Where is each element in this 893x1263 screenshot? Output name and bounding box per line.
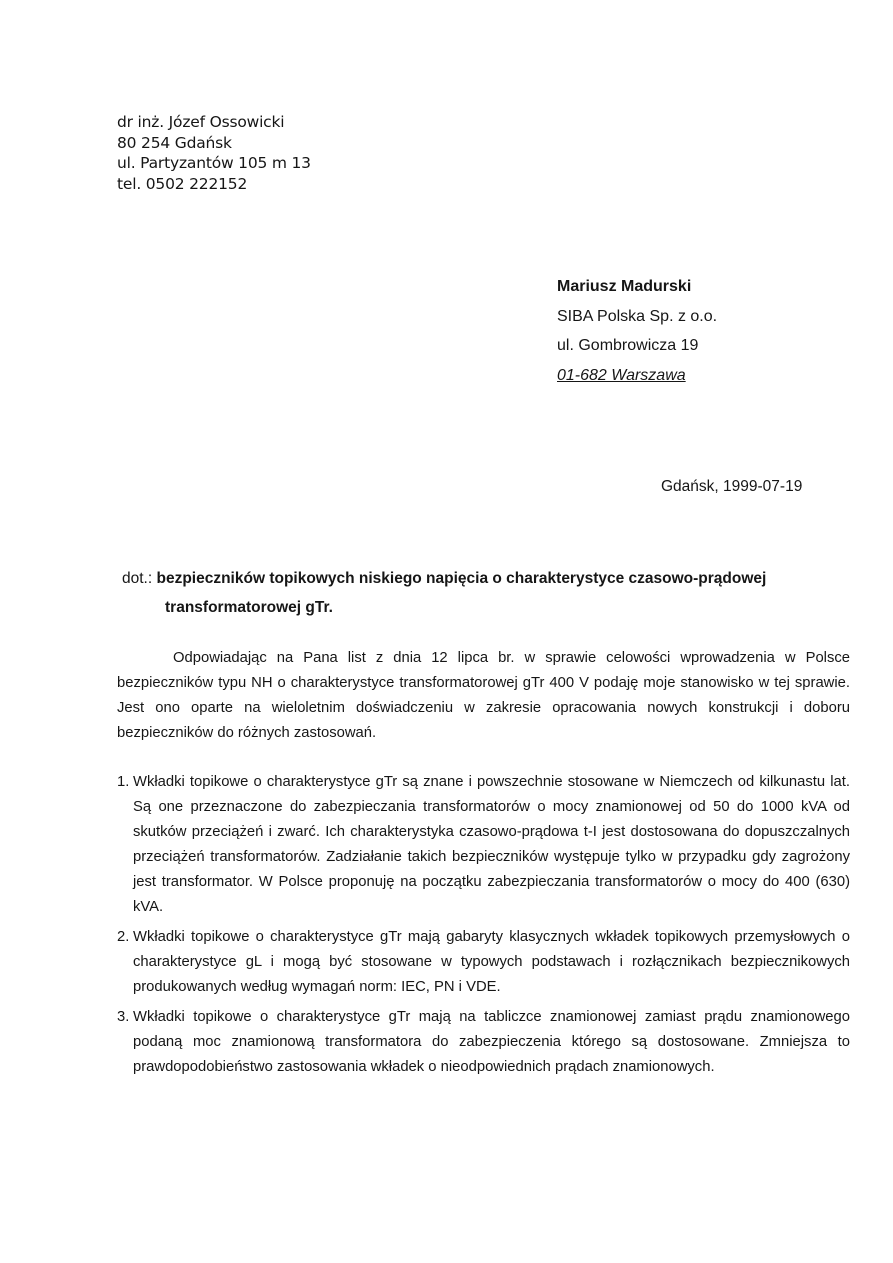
sender-address — [117, 112, 311, 194]
subject-prefix: dot.: — [122, 570, 153, 587]
intro-paragraph: Odpowiadając na Pana list z dnia 12 lipca br. w sprawie celowości wprowadzenia w Polsce bezpieczników typu NH o charakterystyce transformatorowej gTr 400 V podaję moje stanowisko w tej sprawie. Jest ono oparte na wieloletnim doświadczeniu w zakresie opracowania nowych konstrukcji i doboru bezpieczników do różnych zastosowań. — [117, 650, 850, 741]
recipient-address — [557, 272, 717, 390]
list-item-text: Wkładki topikowe o charakterystyce gTr są znane i powszechnie stosowane w Niemczech od kilkunastu lat. Są one przeznaczone do zabezpieczania transformatorów o mocy znamionowej od 50 do 1000 kVA od skutków przeciążeń i zwarć. Ich charakterystyka czasowo-prądowa t-I jest dostosowana do dopuszczalnych przeciążeń transformatorów. Zadziałanie takich bezpieczników występuje tylko w przypadku gdy zagrożony jest transformator. W Polsce proponuję na początku zabezpieczania transformatorów o mocy do 400 (630) kVA. — [133, 774, 850, 915]
recipient-name: Mariusz Madurski — [557, 278, 692, 295]
numbered-points-list — [117, 770, 850, 1085]
recipient-street: ul. Gombrowicza 19 — [557, 337, 699, 354]
list-item-text: Wkładki topikowe o charakterystyce gTr mają gabaryty klasycznych wkładek topikowych przemysłowych o charakterystyce gL i mogą być stosowane w typowych podstawach i rozłącznikach bezpiecznikowych produkowanych według wymagań norm: IEC, PN i VDE. — [133, 929, 850, 995]
sender-name: dr inż. Józef Ossowicki — [117, 113, 285, 131]
subject-text-line1: bezpieczników topikowych niskiego napięcia o charakterystyce czasowo-prądowej — [156, 570, 767, 587]
subject-line — [122, 564, 852, 622]
sender-street: ul. Partyzantów 105 m 13 — [117, 154, 311, 172]
list-item — [117, 770, 850, 920]
list-item-text: Wkładki topikowe o charakterystyce gTr mają na tabliczce znamionowej zamiast prądu znamionowego podaną moc znamionową transformatora do zabezpieczenia którego są dostosowane. Zmniejsza to prawdopodobieństwo zastosowania wkładek o nieodpowiednich prądach znamionowych. — [133, 1009, 850, 1075]
list-item-number: 3. — [117, 1009, 130, 1025]
list-item-number: 1. — [117, 774, 130, 790]
sender-phone: tel. 0502 222152 — [117, 174, 248, 193]
list-item — [117, 925, 850, 1000]
subject-text-line2: transformatorowej gTr. — [165, 599, 333, 616]
recipient-city: 01-682 Warszawa — [557, 366, 686, 384]
list-item — [117, 1005, 850, 1080]
letter-date: Gdańsk, 1999-07-19 — [661, 478, 803, 495]
recipient-company: SIBA Polska Sp. z o.o. — [557, 307, 718, 325]
list-item-number: 2. — [117, 929, 130, 945]
sender-postal-code: 80 254 Gdańsk — [117, 133, 232, 152]
